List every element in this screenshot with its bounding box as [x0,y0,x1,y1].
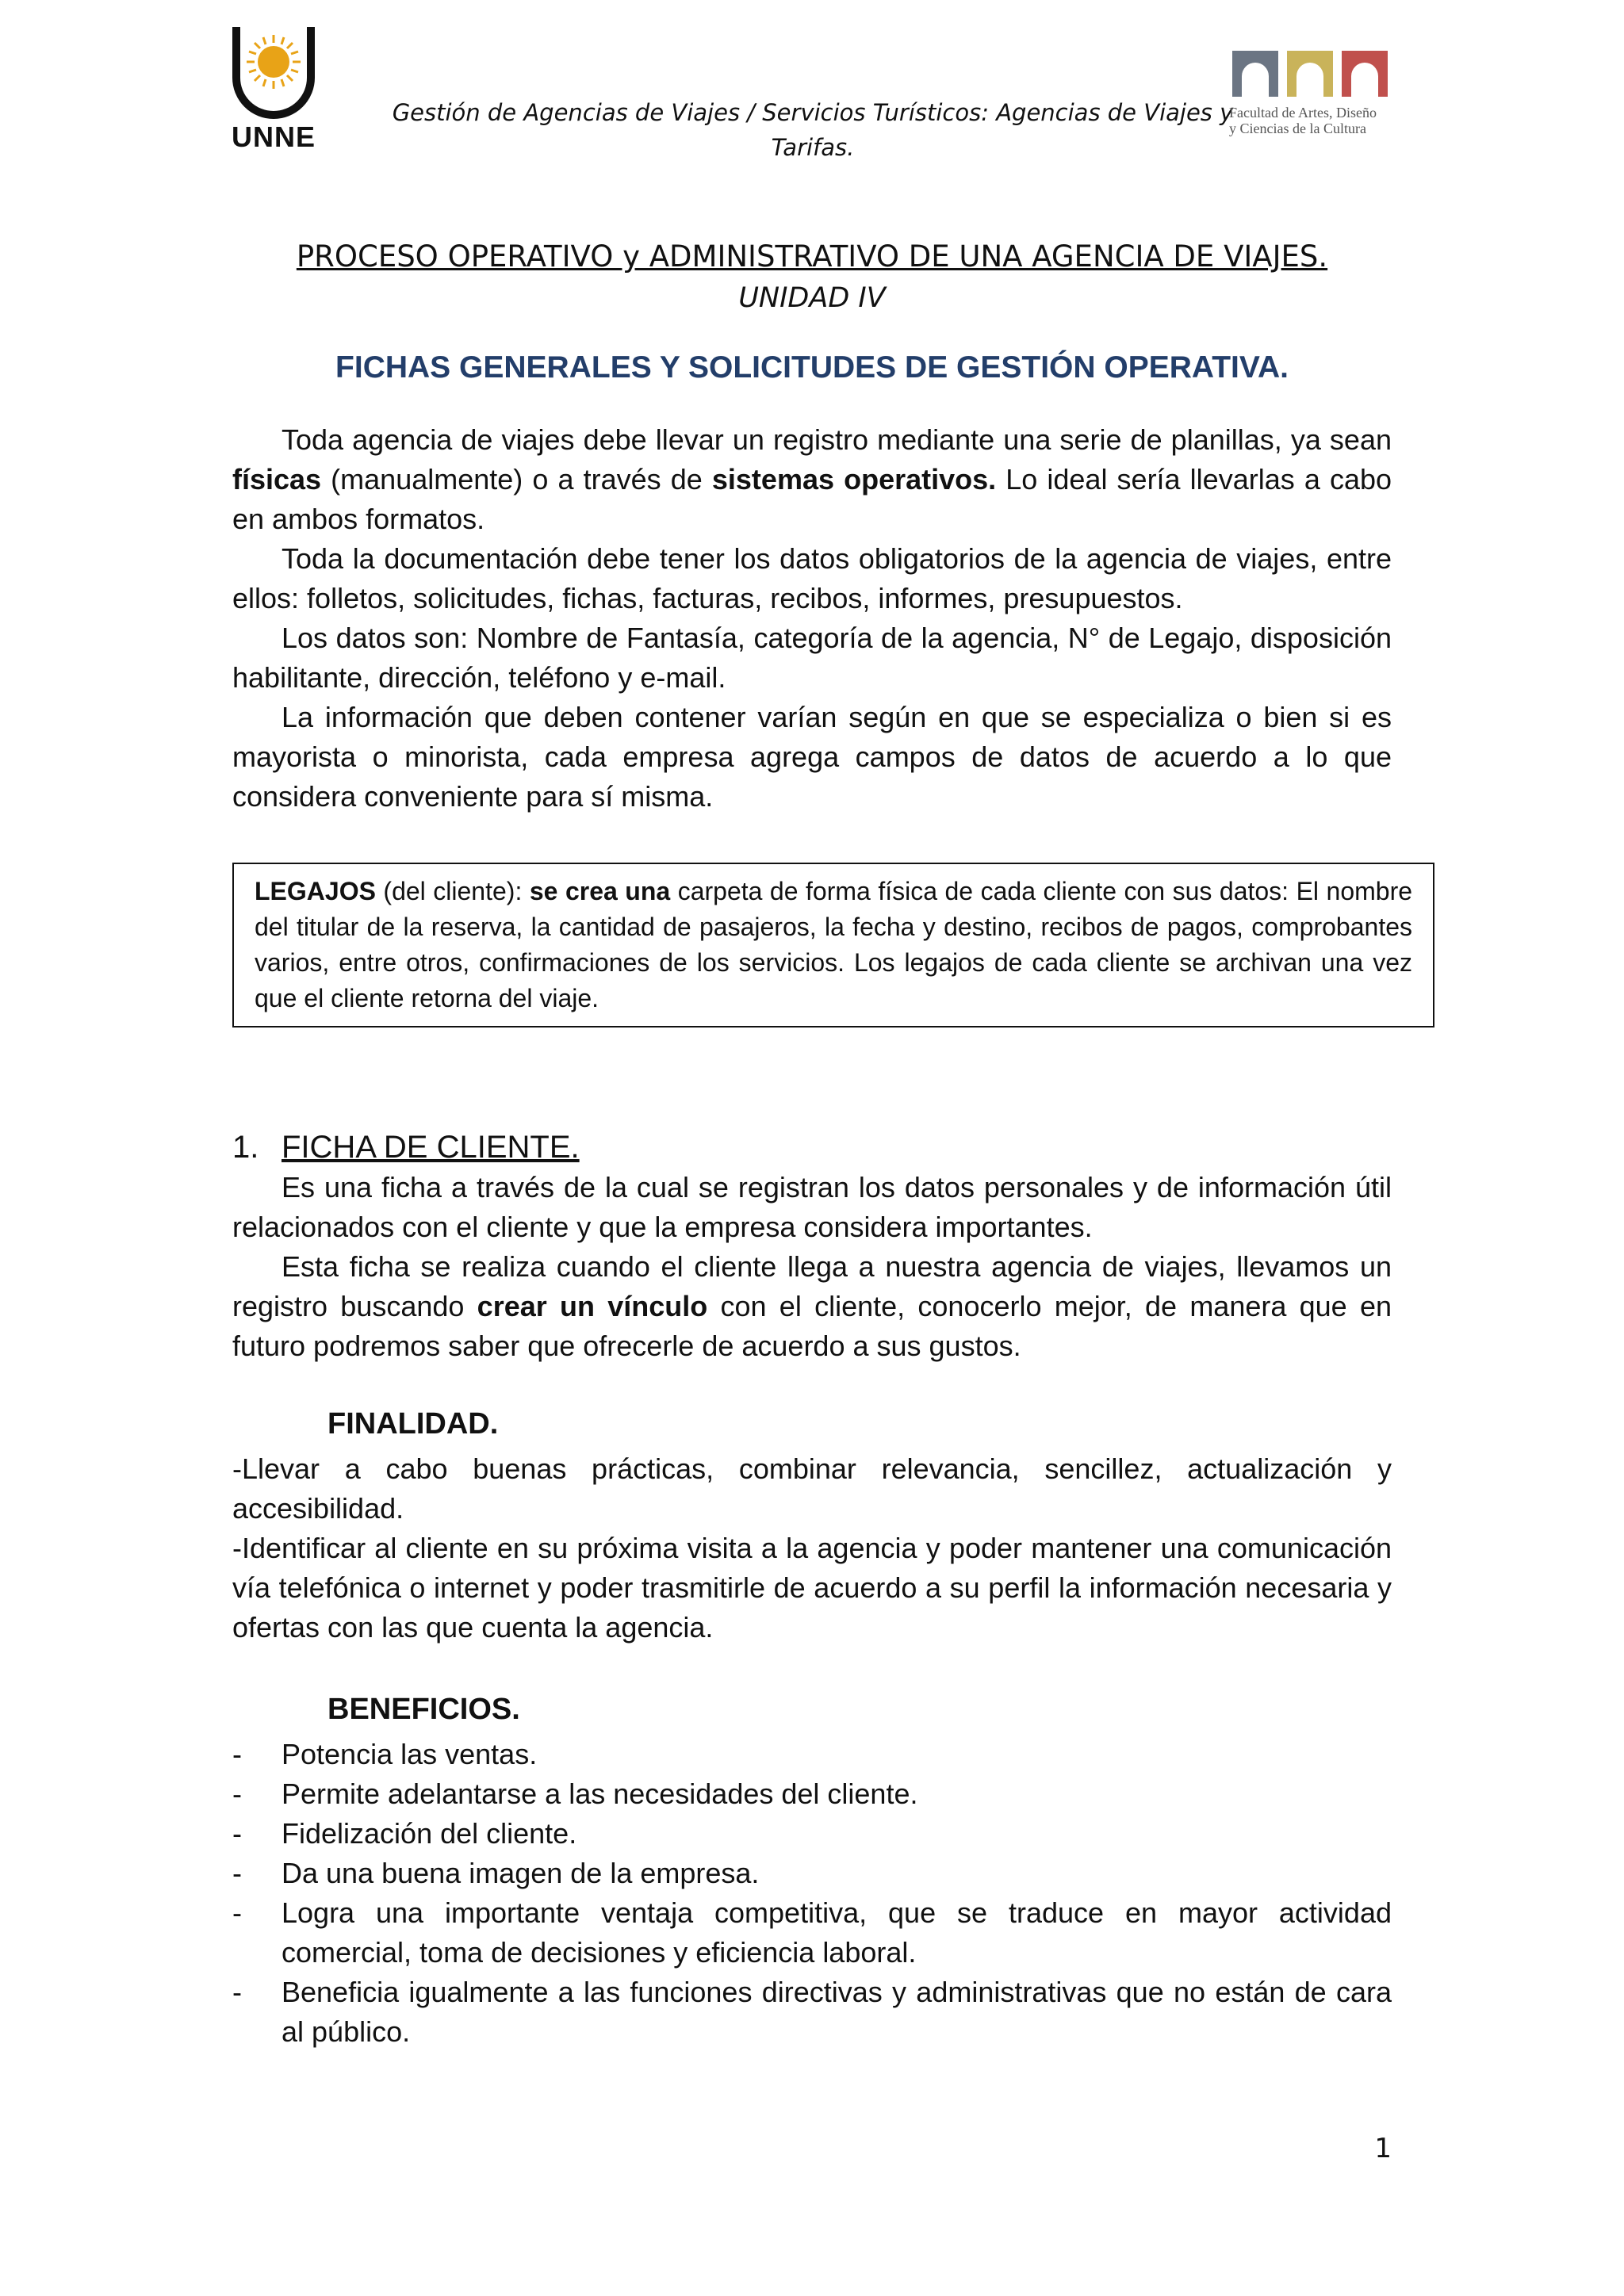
faculty-arches-icon [1229,48,1392,98]
intro-paragraph-4: La información que deben contener varían según en que se especializa o bien si es mayorista o minorista, cada empresa agrega campos de datos de acuerdo a lo que considera conveniente para sí misma. [232,701,1392,813]
intro-paragraph-2: Toda la documentación debe tener los datos obligatorios de la agencia de viajes, entre ellos: folletos, solicitudes, fichas, facturas, recibos, informes, presupuestos. [232,542,1392,614]
intro-paragraph-1: Toda agencia de viajes debe llevar un registro mediante una serie de planillas, ya sean físicas (manualmente) o a través de sistemas operativos. Lo ideal sería llevarlas a cabo en ambos formatos. [232,423,1392,535]
ficha-cliente-number: 1. [232,1130,259,1165]
university-logo-text: UNNE [231,121,316,153]
unit-label: UNIDAD IV [738,282,886,314]
ficha-cliente-heading [232,1126,580,1169]
header-title-line1: Gestión de Agencias de Viajes / Servicios Turísticos: Agencias de Viajes y [392,99,1234,126]
list-item: - Beneficia igualmente a las funciones directivas y administrativas que no están de cara al público. [232,1976,1392,2048]
sun-u-icon [230,24,317,119]
intro-paragraph-3: Los datos son: Nombre de Fantasía, categoría de la agencia, N° de Legajo, disposición habilitante, dirección, teléfono y e-mail. [232,622,1392,694]
finalidad-item-1: -Llevar a cabo buenas prácticas, combinar relevancia, sencillez, actualización y accesibilidad. [232,1452,1392,1525]
ficha-cliente-paragraph-1: Es una ficha a través de la cual se registran los datos personales y de información útil relacionados con el cliente y que la empresa considera importantes. [232,1171,1392,1243]
faculty-logo [1229,48,1396,143]
legajos-text: LEGAJOS (del cliente): se crea una carpeta de forma física de cada cliente con sus datos: El nombre del titular de la reserva, la cantidad de pasajeros, la fecha y destino, recibos de pagos, comprobantes varios, entre otros, confirmaciones de los servicios. Los legajos de cada cliente se archivan una vez que el cliente retorna del viaje. [255,877,1413,1012]
main-title: PROCESO OPERATIVO y ADMINISTRATIVO DE UNA AGENCIA DE VIAJES. [296,239,1328,274]
list-item: - Fidelización del cliente. [232,1817,577,1850]
faculty-logo-line1: Facultad de Artes, Diseño [1229,105,1377,121]
list-item: - Permite adelantarse a las necesidades del cliente. [232,1777,918,1810]
list-item: - Potencia las ventas. [232,1738,538,1770]
list-item: - Da una buena imagen de la empresa. [232,1857,760,1889]
page-number: 1 [1374,2133,1392,2164]
header-title [349,95,1277,165]
finalidad-heading: FINALIDAD. [327,1407,499,1441]
beneficios-heading: BENEFICIOS. [327,1693,520,1726]
finalidad-item-2: -Identificar al cliente en su próxima visita a la agencia y poder mantener una comunicación vía telefónica o internet y poder trasmitirle de acuerdo a su perfil la información necesaria y ofertas con las que cuenta la agencia. [232,1532,1392,1644]
list-item: - Logra una importante ventaja competitiva, que se traduce en mayor actividad comercial, toma de decisiones y eficiencia laboral. [232,1896,1392,1969]
faculty-logo-line2: y Ciencias de la Cultura [1229,121,1366,136]
header-title-line2: Tarifas. [771,134,855,161]
ficha-cliente-paragraph-2: Esta ficha se realiza cuando el cliente llega a nuestra agencia de viajes, llevamos un registro buscando crear un vínculo con el cliente, conocerlo mejor, de manera que en futuro podremos saber que ofrecerle de acuerdo a sus gustos. [232,1250,1392,1362]
legajos-box [232,863,1434,1027]
section-title: FICHAS GENERALES Y SOLICITUDES DE GESTIÓN OPERATIVA. [335,350,1289,385]
ficha-cliente-title: FICHA DE CLIENTE. [282,1130,580,1165]
university-logo [230,24,317,155]
